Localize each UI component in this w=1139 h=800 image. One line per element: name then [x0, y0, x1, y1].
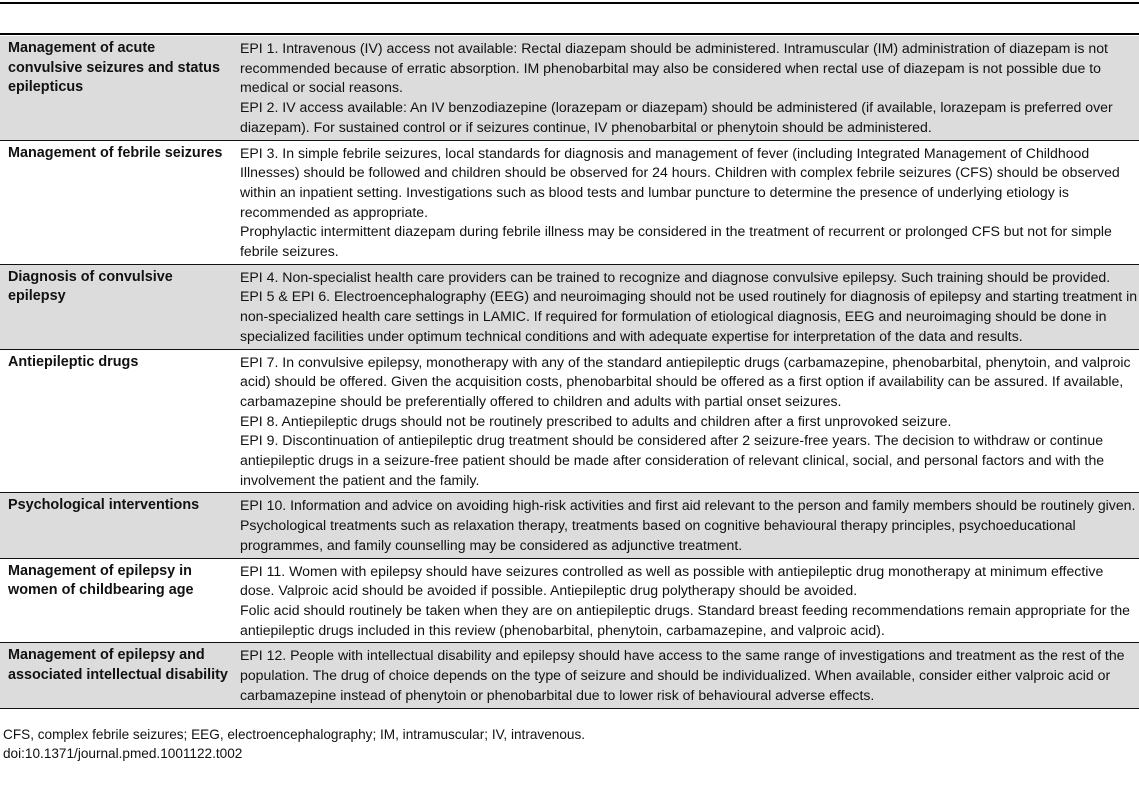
- recommendation-text: EPI 10. Information and advice on avoiding high-risk activities and first aid relevant to the person and family members should be routinely given. Psychological treatments such as relaxation therapy, treatments based on cognitive behavioural therapy principles, psychoeducational programmes, and family counselling may be considered as adjunctive treatment.: [240, 497, 1136, 553]
- recommendation-cell: [231, 643, 1139, 708]
- category-cell: Management of epilepsy and associated intellectual disability: [0, 643, 231, 708]
- recommendation-text: EPI 8. Antiepileptic drugs should not be routinely prescribed to adults and children after a first unprovoked seizure.: [240, 412, 952, 429]
- recommendation-cell: [231, 264, 1139, 349]
- recommendation-text: EPI 1. Intravenous (IV) access not available: Rectal diazepam should be administered. Intramuscular (IM) administration of diazepam is not recommended because of erratic absorption. IM phenobarbital may also be considered when rectal use of diazepam is not possible due to medical or social reasons.: [240, 40, 1108, 96]
- recommendation-text: EPI 7. In convulsive epilepsy, monotherapy with any of the standard antiepileptic drugs (carbamazepine, phenobarbital, phenytoin, and valproic acid) should be offered. Given the acquisition costs, phenobarbital should be offered as a first option if availability can be assured. If available, carbamazepine should be preferentially offered to children and adults with partial onset seizures.: [240, 353, 1131, 409]
- category-cell: Antiepileptic drugs: [0, 349, 231, 493]
- category-cell: Psychological interventions: [0, 493, 231, 558]
- table-row: [0, 349, 1139, 493]
- recommendation-text: EPI 5 & EPI 6. Electroencephalography (EEG) and neuroimaging should not be used routinely for diagnosis of epilepsy and starting treatment in non-specialized health care settings in LAMIC. If required for formulation of etiological diagnosis, EEG and neuroimaging should be done in specialized facilities under optimum technical conditions and with adequate expertise for interpretation of the data and results.: [240, 288, 1138, 344]
- recommendation-text: Prophylactic intermittent diazepam during febrile illness may be considered in the treatment of recurrent or prolonged CFS but not for simple febrile seizures.: [240, 223, 1112, 260]
- recommendation-text: EPI 12. People with intellectual disability and epilepsy should have access to the same range of investigations and treatment as the rest of the population. The drug of choice depends on the type of seizure and should be individualized. When available, consider either valproic acid or carbamazepine instead of phenytoin or phenobarbital due to lower risk of behavioural adverse effects.: [240, 647, 1125, 703]
- header-rule: [0, 33, 1139, 35]
- category-cell: Diagnosis of convulsive epilepsy: [0, 264, 231, 349]
- recommendation-text: EPI 3. In simple febrile seizures, local standards for diagnosis and management of fever (including Integrated Management of Childhood Illnesses) should be followed and children should be observed for 24 hours. Children with complex febrile seizures (CFS) should be observed within an inpatient setting. Investigations such as blood tests and lumbar puncture to determine the presence of underlying etiology is recommended as appropriate.: [240, 144, 1120, 220]
- recommendation-text: Folic acid should routinely be taken when they are on antiepileptic drugs. Standard breast feeding recommendations remain appropriate for the antiepileptic drugs included in this review (phenobarbital, phenytoin, carbamazepine, and valproic acid).: [240, 601, 1130, 638]
- recommendation-cell: [231, 36, 1139, 140]
- top-rule: [0, 2, 1139, 4]
- recommendation-text: EPI 2. IV access available: An IV benzodiazepine (lorazepam or diazepam) should be administered (if available, lorazepam is preferred over diazepam). For sustained control or if seizures continue, IV phenobarbital or phenytoin should be administered.: [240, 99, 1113, 135]
- table-row: [0, 140, 1139, 264]
- category-cell: Management of acute convulsive seizures and status epilepticus: [0, 36, 231, 140]
- category-cell: Management of febrile seizures: [0, 140, 231, 264]
- table-row: [0, 558, 1139, 643]
- recommendation-text: EPI 11. Women with epilepsy should have seizures controlled as well as possible with antiepileptic drug monotherapy at minimum effective dose. Valproic acid should be avoided if possible. Antiepileptic drug polytherapy should be avoided.: [240, 562, 1104, 599]
- recommendation-cell: [231, 493, 1139, 558]
- recommendation-cell: [231, 558, 1139, 643]
- table-body: [0, 36, 1139, 708]
- table-row: [0, 493, 1139, 558]
- recommendation-cell: [231, 349, 1139, 493]
- doi-text: doi:10.1371/journal.pmed.1001122.t002: [3, 746, 243, 761]
- recommendation-text: EPI 4. Non-specialist health care providers can be trained to recognize and diagnose convulsive epilepsy. Such training should be provided.: [240, 268, 1111, 285]
- table-row: [0, 643, 1139, 708]
- table-row: [0, 36, 1139, 140]
- table-row: [0, 264, 1139, 349]
- category-cell: Management of epilepsy in women of childbearing age: [0, 558, 231, 643]
- table-footnote: CFS, complex febrile seizures; EEG, electroencephalography; IM, intramuscular; IV, intravenous.: [3, 727, 586, 742]
- recommendation-text: EPI 9. Discontinuation of antiepileptic drug treatment should be considered after 2 seizure-free years. The decision to withdraw or continue antiepileptic drugs in a seizure-free patient should be made after consideration of relevant clinical, social, and personal factors and with the involvement the patient and the family.: [240, 432, 1105, 488]
- guidelines-table: [0, 36, 1139, 709]
- recommendation-cell: [231, 140, 1139, 264]
